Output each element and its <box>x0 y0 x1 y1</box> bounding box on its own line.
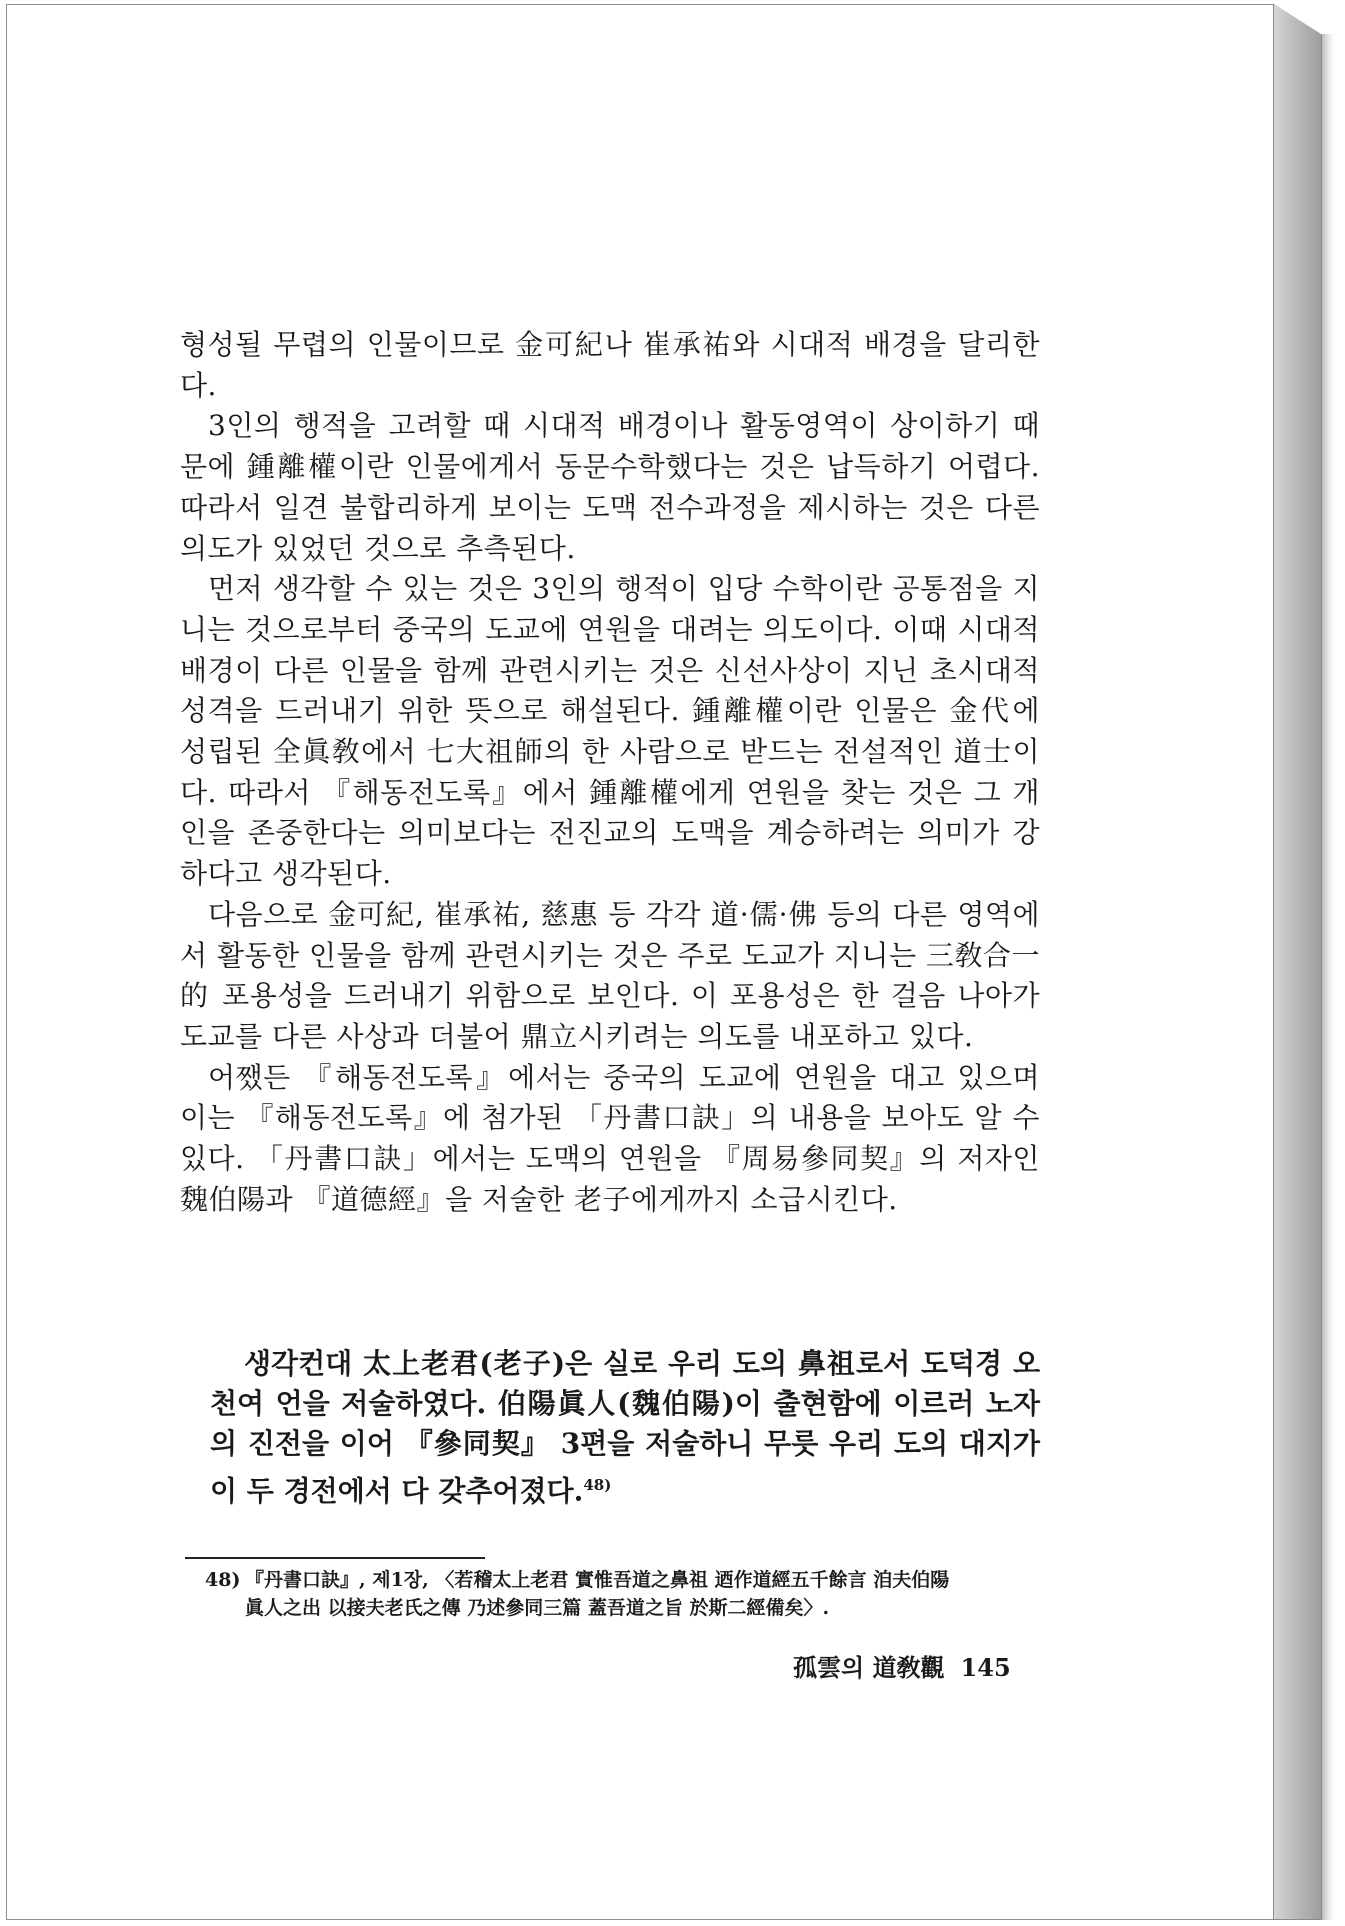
paragraph: 먼저 생각할 수 있는 것은 3인의 행적이 입당 수학이란 공통점을 지니는 것으로부터 중국의 도교에 연원을 대려는 의도이다. 이때 시대적 배경이 다른 인물을 함께 관련시키는 것은 신선사상이 지닌 초시대적 성격을 드러내기 위한 뜻으로 해설된다. 鍾離權이란 인물은 金代에 성립된 全眞敎에서 七大祖師의 한 사람으로 받드는 전설적인 道士이다. 따라서 『해동전도록』에서 鍾離權에게 연원을 찾는 것은 그 개인을 존중한다는 의미보다는 전진교의 도맥을 계승하려는 의미가 강하다고 생각된다. <box>180 572 1040 891</box>
page-edge <box>1274 4 1322 1920</box>
block-quote <box>210 1344 1040 1511</box>
page-edge-shadow <box>1322 34 1334 1920</box>
footnote <box>205 1566 1055 1622</box>
footnote-text: 『丹書口訣』, 제1장, 〈若稽太上老君 實惟吾道之鼻祖 迺作道經五千餘言 洎夫伯陽 <box>245 1569 950 1591</box>
page-number: 145 <box>960 1653 1011 1682</box>
paragraph: 어쨌든 『해동전도록』에서는 중국의 도교에 연원을 대고 있으며 이는 『해동전도록』에 첨가된 「丹書口訣」의 내용을 보아도 알 수 있다. 「丹書口訣」에서는 도맥의 연원을 『周易參同契』의 저자인 魏伯陽과 『道德經』을 저술한 老子에게까지 소급시킨다. <box>180 1060 1040 1216</box>
paragraph: 3인의 행적을 고려할 때 시대적 배경이나 활동영역이 상이하기 때문에 鍾離權이란 인물에게서 동문수학했다는 것은 납득하기 어렵다. 따라서 일견 불합리하게 보이는 도맥 전수과정을 제시하는 것은 다른 의도가 있었던 것으로 추측된다. <box>180 409 1040 565</box>
footnote-ref: 48) <box>583 1475 612 1494</box>
paragraph: 형성될 무렵의 인물이므로 金可紀나 崔承祐와 시대적 배경을 달리한다. <box>180 328 1040 402</box>
running-footer <box>793 1648 1011 1683</box>
footnote-rule <box>185 1557 485 1559</box>
footnote-line <box>205 1566 1055 1594</box>
paragraph: 다음으로 金可紀, 崔承祐, 慈惠 등 각각 道·儒·佛 등의 다른 영역에서 활동한 인물을 함께 관련시키는 것은 주로 도교가 지니는 三敎合一的 포용성을 드러내기 위함으로 보인다. 이 포용성은 한 걸음 나아가 도교를 다른 사상과 더불어 鼎立시키려는 의도를 내포하고 있다. <box>180 897 1040 1053</box>
footnote-line: 眞人之出 以接夫老氏之傳 乃述參同三篇 蓋吾道之旨 於斯二經備矣〉. <box>245 1597 830 1619</box>
body-text <box>180 325 1040 1220</box>
footnote-number: 48) <box>205 1569 241 1591</box>
quote-text: 생각컨대 太上老君(老子)은 실로 우리 도의 鼻祖로서 도덕경 오천여 언을 저술하였다. 伯陽眞人(魏伯陽)이 출현함에 이르러 노자의 진전을 이어 『參同契』 3편을 저술하니 무릇 우리 도의 대지가 이 두 경전에서 다 갖추어졌다. <box>210 1347 1040 1507</box>
running-title: 孤雲의 道敎觀 <box>793 1653 945 1682</box>
